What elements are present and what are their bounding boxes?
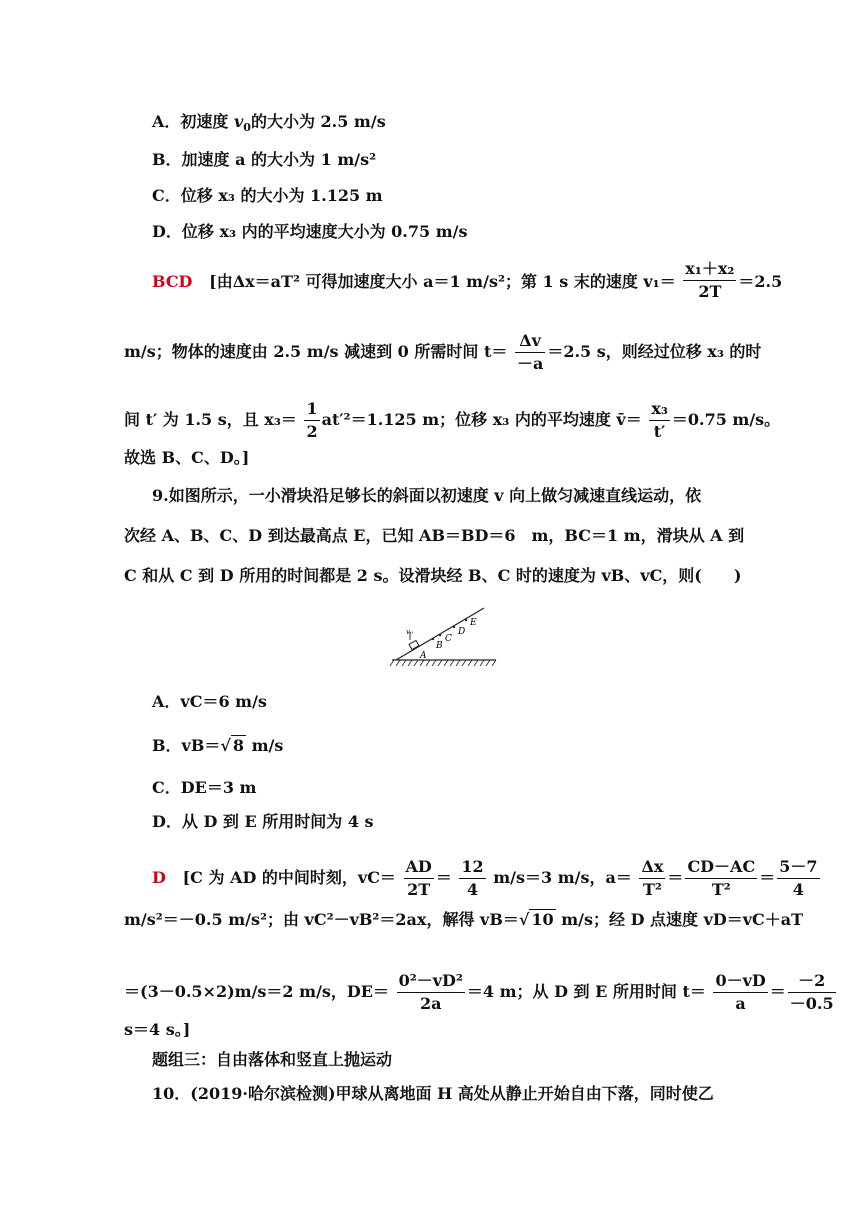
group3-title: 题组三：自由落体和竖直上抛运动 (152, 1050, 393, 1069)
label-v0: v₀ (406, 628, 413, 636)
q8-answer-line-3: 间 t′ 为 1.5 s，且 x₃＝ $\frac{1}{2}$ at′²＝1.125 m；位移 x₃ 内的平均速度 v̄＝ $\frac{\text{x₃}}{t'}$ ＝0.75 m/s。 (124, 399, 781, 441)
fraction: $\frac{-2}{-0.5}$ (789, 971, 834, 1013)
q9-answer-line-2: m/s²＝－0.5 m/s²；由 vC²－vB²＝2ax，解得 vB＝√ 10 m/s；经 D 点速度 vD＝vC＋aT (124, 910, 804, 929)
q9-answer-line-3: ＝(3－0.5×2)m/s＝2 m/s，DE＝ $\frac{\text{0²－vD²}}{2a}$ ＝4 m；从 D 到 E 所用时间 t＝ $\frac{0-vD}{a}$ ＝ $\frac{-2}{-0.5}$ (124, 971, 834, 1013)
slider-block (409, 640, 419, 649)
point-b (432, 638, 434, 640)
q8-option-b: B．加速度 a 的大小为 1 m/s² (152, 150, 377, 169)
fraction: $\frac{5-7}{4}$ (779, 857, 818, 899)
point-c (439, 634, 441, 636)
q8-answer-line-1: BCD [由Δx＝aT² 可得加速度大小 a＝1 m/s²；第 1 s 末的速度 v₁＝ $\frac{\text{x₁＋x₂}}{2T}$ ＝2.5 (152, 259, 783, 301)
q8-option-c: C．位移 x₃ 的大小为 1.125 m (152, 186, 383, 205)
fraction: $\frac{AD}{2T}$ (405, 857, 432, 899)
q9-option-c: C．DE＝3 m (152, 778, 257, 797)
fraction: $\frac{\text{x₃}}{t'}$ (651, 399, 668, 441)
point-e (465, 619, 467, 621)
q9-answer-line-1: D [C 为 AD 的中间时刻，vC＝ $\frac{AD}{2T}$ ＝ $\frac{12}{4}$ m/s＝3 m/s，a＝ $\frac{\Delta x}{\text{T²}}$ ＝ $\frac{CD-AC}{\text{T²}}$ ＝ $\frac{5-7}{4}$ (152, 857, 818, 899)
fraction: $\frac{\text{0²－vD²}}{2a}$ (398, 971, 463, 1013)
fraction: $\frac{\Delta x}{\text{T²}}$ (641, 857, 664, 899)
fraction: $\frac{1}{2}$ (306, 399, 318, 441)
fraction: $\frac{12}{4}$ (461, 857, 484, 899)
q9-stem-line-2: 次经 A、B、C、D 到达最高点 E，已知 AB＝BD＝6 m，BC＝1 m，滑块从 A 到 (124, 526, 745, 545)
q9-option-b: B．vB＝√ 8 m/s (152, 736, 284, 755)
q8-option-a: A．初速度 $v_0$的大小为 2.5 m/s (152, 112, 386, 135)
label-b: B (436, 641, 443, 651)
q8-option-d: D．位移 x₃ 内的平均速度大小为 0.75 m/s (152, 222, 468, 241)
q10-stem-line-1: 10．(2019·哈尔滨检测)甲球从离地面 H 高处从静止开始自由下落，同时使乙 (152, 1084, 714, 1103)
label-a: A (420, 651, 427, 661)
q9-option-a: A．vC＝6 m/s (152, 692, 267, 711)
label-c: C (445, 634, 452, 644)
ground-hatching (390, 660, 496, 666)
q8-answer-letters: BCD (152, 272, 193, 291)
fraction: $\frac{\text{x₁＋x₂}}{2T}$ (685, 259, 735, 301)
point-d (453, 626, 455, 628)
q9-answer-letter: D (152, 868, 166, 887)
label-e: E (470, 618, 477, 628)
label-d: D (458, 627, 466, 637)
q9-stem-line-1: 9.如图所示，一小滑块沿足够长的斜面以初速度 v 向上做匀减速直线运动，依 (152, 486, 702, 505)
incline-figure (388, 604, 498, 670)
q9-option-d: D．从 D 到 E 所用时间为 4 s (152, 812, 374, 831)
fraction: $\frac{\Delta v}{-a}$ (516, 331, 544, 373)
fraction: $\frac{CD-AC}{\text{T²}}$ (687, 857, 756, 899)
q8-answer-line-4: 故选 B、C、D。] (124, 448, 250, 467)
q8-answer-line-2: m/s；物体的速度由 2.5 m/s 减速到 0 所需时间 t＝ $\frac{\Delta v}{-a}$ ＝2.5 s，则经过位移 x₃ 的时 (124, 331, 762, 373)
fraction: $\frac{0-vD}{a}$ (715, 971, 766, 1013)
q9-stem-line-3: C 和从 C 到 D 所用的时间都是 2 s。设滑块经 B、C 时的速度为 vB、vC，则( ) (124, 566, 742, 585)
q9-answer-line-4: s＝4 s。] (124, 1020, 191, 1039)
